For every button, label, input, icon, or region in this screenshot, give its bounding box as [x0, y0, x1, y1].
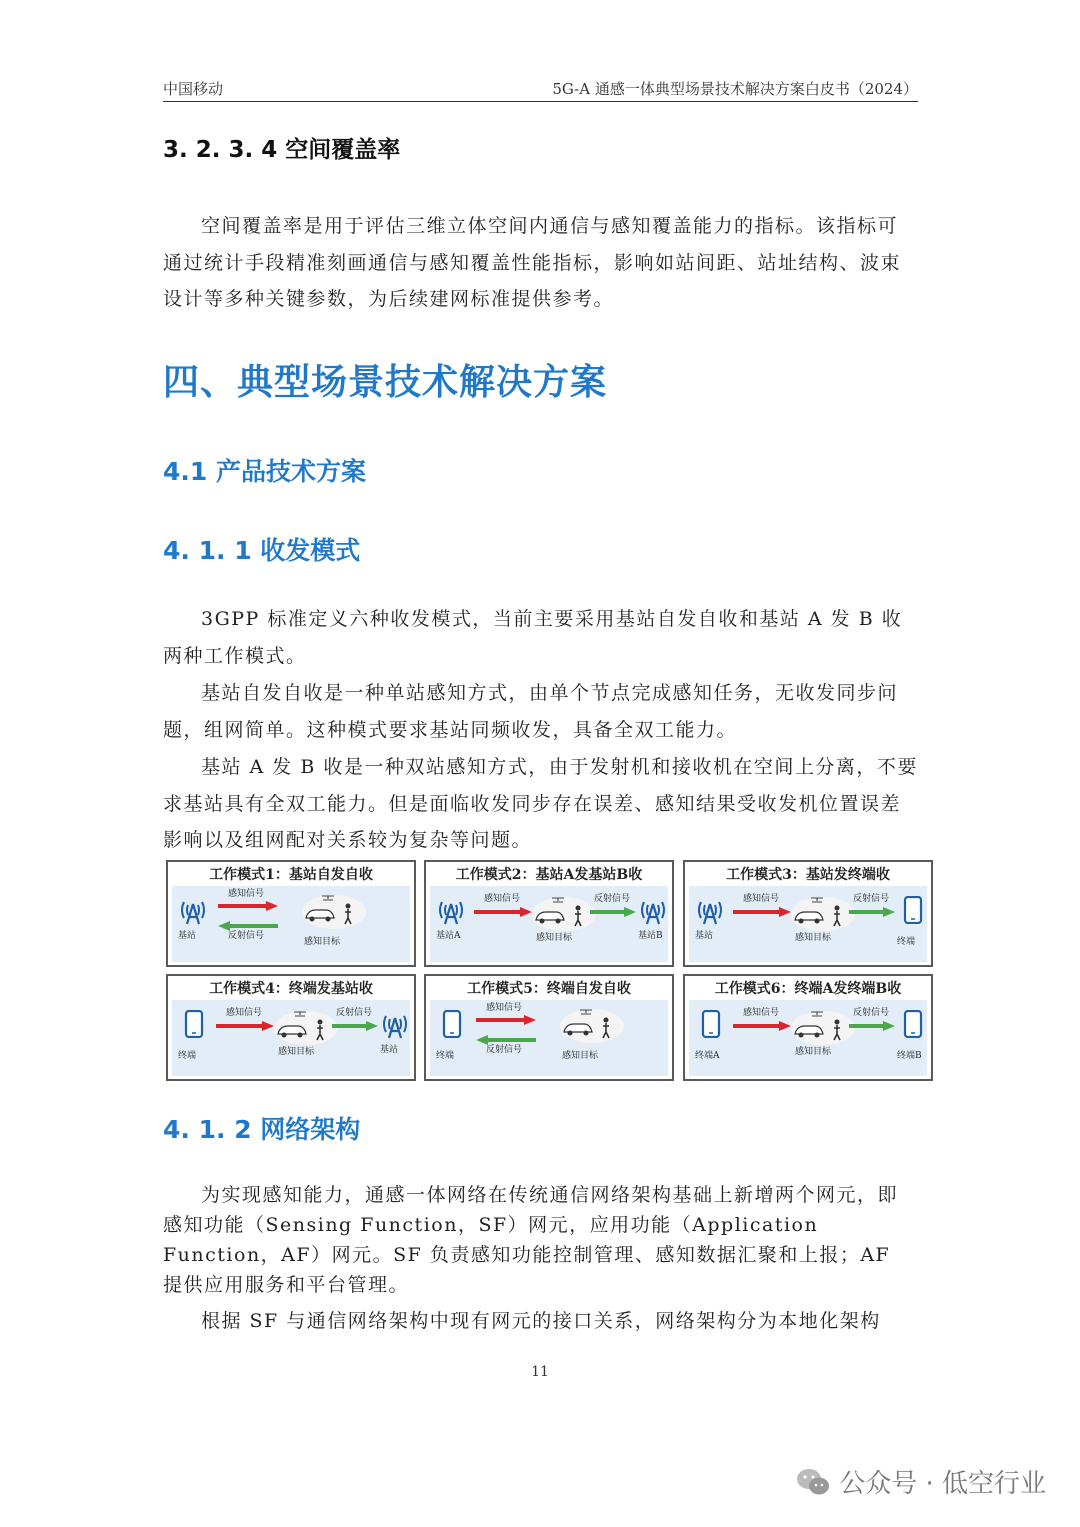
tx-label: 基站 — [178, 931, 197, 941]
base-station-icon — [178, 896, 208, 930]
header-rule — [163, 101, 918, 102]
transceiver-modes-figure — [166, 860, 934, 1082]
sensing-target-icon — [298, 890, 368, 934]
mode-panel-title: 工作模式1：基站自发自收 — [209, 867, 373, 883]
rx-label: 基站 — [380, 1045, 399, 1055]
phone-icon — [903, 1010, 923, 1042]
section-3234-heading: 3. 2. 3. 4 空间覆盖率 — [163, 137, 401, 163]
reflected-signal-arrow — [332, 1016, 378, 1035]
target-label: 感知目标 — [795, 933, 832, 943]
rx-label: 基站B — [638, 931, 663, 941]
mode-panel — [424, 974, 674, 1081]
mode-panel-body — [430, 1000, 668, 1076]
section-411-heading: 4. 1. 1 收发模式 — [163, 536, 361, 565]
base-station-icon — [638, 896, 668, 930]
rx-label: 终端 — [897, 937, 916, 947]
mode-panel-title: 工作模式2：基站A发基站B收 — [455, 867, 643, 883]
target-label: 感知目标 — [304, 937, 341, 947]
mode-panel-body — [430, 886, 668, 962]
base-station-icon — [380, 1010, 410, 1044]
rx-label: 终端B — [897, 1051, 922, 1061]
mode-panel-body — [689, 886, 927, 962]
watermark-text: 公众号 · 低空行业 — [839, 1469, 1046, 1499]
sensing-signal-label: 感知信号 — [484, 894, 521, 904]
reflected-signal-label: 反射信号 — [228, 931, 265, 941]
mode-panel-title: 工作模式3：基站发终端收 — [726, 867, 890, 883]
tx-label: 终端 — [178, 1051, 197, 1061]
mode-panel-title: 工作模式4：终端发基站收 — [209, 981, 373, 997]
section-412-paragraph-1: 为实现感知能力，通感一体网络在传统通信网络架构基础上新增两个网元，即感知功能（Sensing Function，SF）网元，应用功能（Application Function，AF）网元。SF 负责感知功能控制管理、感知数据汇聚和上报；AF 提供应用服务和平台管理。 — [163, 1184, 899, 1296]
reflected-signal-label: 反射信号 — [853, 1008, 890, 1018]
tx-label: 基站 — [695, 931, 714, 941]
phone-icon — [903, 896, 923, 928]
header-right: 5G-A 通感一体典型场景技术解决方案白皮书（2024） — [552, 80, 918, 98]
tx-label: 基站A — [436, 931, 461, 941]
mode-panel-body — [172, 1000, 410, 1076]
sensing-signal-label: 感知信号 — [743, 894, 780, 904]
reflected-signal-label: 反射信号 — [594, 894, 631, 904]
phone-icon — [701, 1010, 721, 1042]
section-411-paragraph-2: 基站自发自收是一种单站感知方式，由单个节点完成感知任务，无收发同步问题，组网简单。这种模式要求基站同频收发，具备全双工能力。 — [163, 682, 899, 741]
reflected-signal-arrow — [849, 1016, 895, 1035]
reflected-signal-label: 反射信号 — [336, 1008, 373, 1018]
sensing-signal-label: 感知信号 — [228, 889, 265, 899]
header-left: 中国移动 — [163, 80, 224, 98]
chapter-4-heading: 四、典型场景技术解决方案 — [163, 362, 608, 403]
section-411-paragraph-3: 基站 A 发 B 收是一种双站感知方式，由于发射机和接收机在空间上分离，不要求基站具有全双工能力。但是面临收发同步存在误差、感知结果受收发机位置误差影响以及组网配对关系较为复杂等问题。 — [163, 756, 918, 851]
watermark — [795, 1463, 1046, 1500]
phone-icon — [184, 1010, 204, 1042]
target-label: 感知目标 — [536, 933, 573, 943]
sensing-signal-arrow — [216, 1016, 274, 1035]
sensing-signal-arrow — [733, 902, 791, 921]
reflected-signal-arrow — [590, 902, 636, 921]
mode-panel — [166, 974, 416, 1081]
mode-panel-title: 工作模式6：终端A发终端B收 — [714, 981, 902, 997]
base-station-icon — [436, 896, 466, 930]
page-number: 11 — [531, 1364, 549, 1380]
target-label: 感知目标 — [278, 1047, 315, 1057]
reflected-signal-arrow — [849, 902, 895, 921]
sensing-signal-arrow — [733, 1016, 791, 1035]
reflected-signal-label: 反射信号 — [853, 894, 890, 904]
mode-panel-body — [689, 1000, 927, 1076]
section-411-paragraph-1: 3GPP 标准定义六种收发模式，当前主要采用基站自发自收和基站 A 发 B 收两种工作模式。 — [163, 608, 903, 667]
sensing-target-icon — [556, 1004, 626, 1048]
mode-panel — [683, 860, 933, 967]
phone-icon — [442, 1010, 462, 1042]
base-station-icon — [695, 896, 725, 930]
mode-panel-title: 工作模式5：终端自发自收 — [467, 981, 631, 997]
reflected-signal-label: 反射信号 — [486, 1045, 523, 1055]
sensing-signal-label: 感知信号 — [486, 1003, 523, 1013]
section-412-heading: 4. 1. 2 网络架构 — [163, 1115, 361, 1144]
target-label: 感知目标 — [795, 1047, 832, 1057]
section-412-paragraph-2: 根据 SF 与通信网络架构中现有网元的接口关系，网络架构分为本地化架构 — [201, 1310, 881, 1332]
mode-panel — [683, 974, 933, 1081]
target-label: 感知目标 — [562, 1051, 599, 1061]
tx-label: 终端A — [695, 1051, 720, 1061]
sensing-signal-label: 感知信号 — [743, 1008, 780, 1018]
sensing-signal-arrow — [474, 902, 532, 921]
wechat-icon — [795, 1467, 831, 1497]
mode-panel — [424, 860, 674, 967]
mode-panel-body — [172, 886, 410, 962]
section-41-heading: 4.1 产品技术方案 — [163, 457, 366, 486]
tx-label: 终端 — [436, 1051, 455, 1061]
section-3234-paragraph: 空间覆盖率是用于评估三维立体空间内通信与感知覆盖能力的指标。该指标可通过统计手段精准刻画通信与感知覆盖性能指标，影响如站间距、站址结构、波束设计等多种关键参数，为后续建网标准提供参考。 — [163, 215, 902, 310]
sensing-signal-label: 感知信号 — [226, 1008, 263, 1018]
mode-panel — [166, 860, 416, 967]
